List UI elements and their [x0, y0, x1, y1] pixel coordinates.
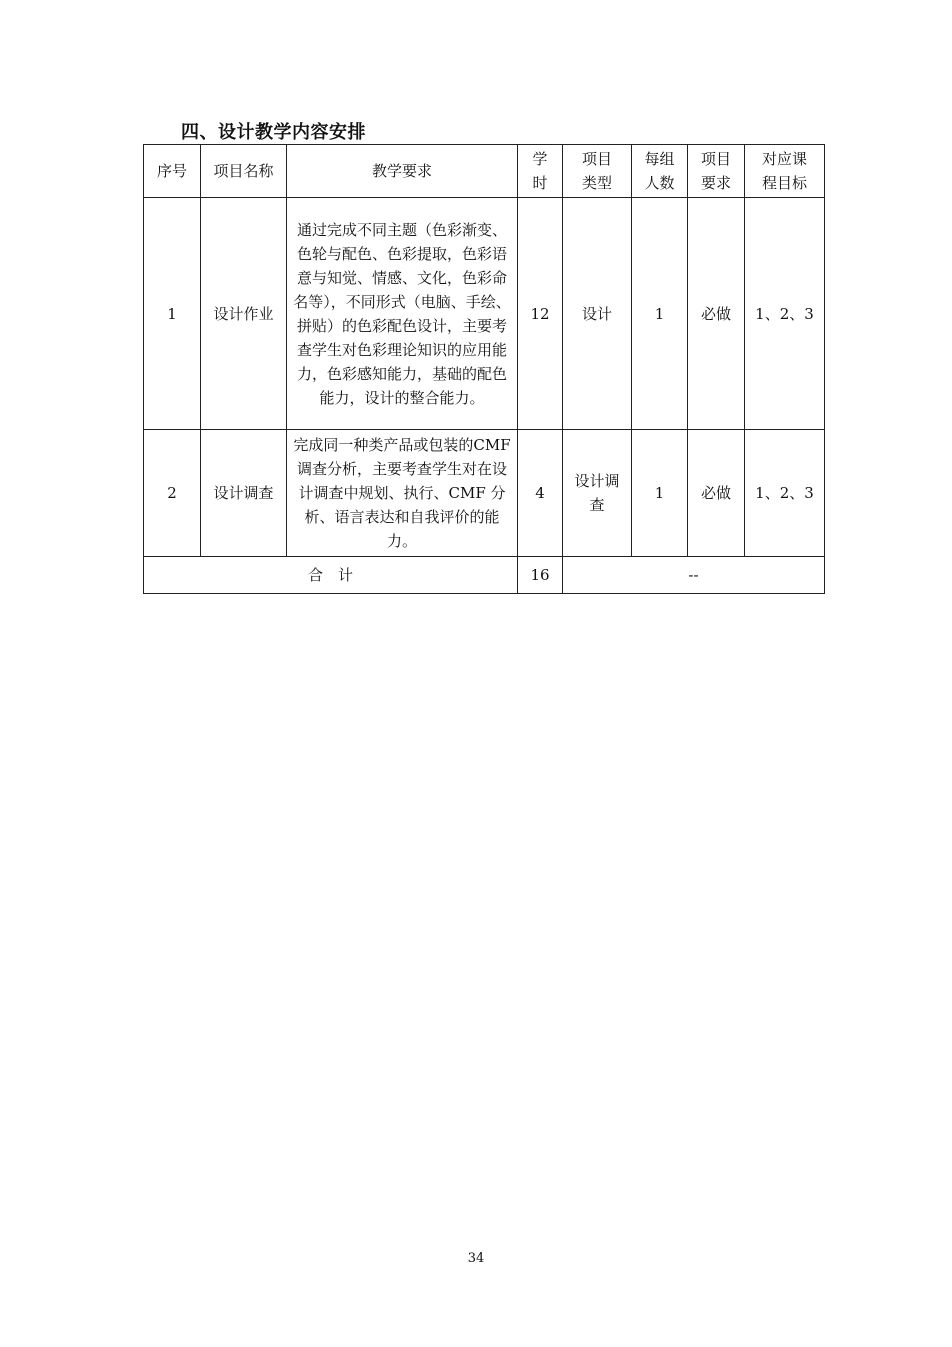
header-type-line2: 类型	[581, 174, 612, 192]
header-type-line1: 项目	[581, 150, 612, 168]
cell-hours: 12	[518, 198, 563, 430]
header-group-line1: 每组	[644, 150, 675, 168]
cell-type: 设计	[563, 198, 632, 430]
cell-mandatory: 必做	[688, 430, 745, 557]
header-goal-line2: 程目标	[761, 174, 807, 192]
header-hours-line1: 学	[532, 150, 548, 168]
cell-seq: 2	[144, 430, 201, 557]
cell-requirement: 通过完成不同主题（色彩渐变、色轮与配色、色彩提取，色彩语意与知觉、情感、文化，色彩命名等），不同形式（电脑、手绘、拼贴）的色彩配色设计，主要考查学生对色彩理论知识的应用能力，色彩感知能力，基础的配色能力，设计的整合能力。	[287, 198, 518, 430]
cell-mandatory: 必做	[688, 198, 745, 430]
table-row	[144, 198, 825, 430]
section-title: 四、设计教学内容安排	[181, 122, 366, 143]
total-hours: 16	[518, 557, 563, 594]
table-row	[144, 430, 825, 557]
header-seq: 序号	[144, 145, 201, 198]
cell-goals: 1、2、3	[745, 198, 825, 430]
header-mandatory	[688, 145, 745, 198]
header-name: 项目名称	[201, 145, 287, 198]
header-hours	[518, 145, 563, 198]
cell-seq: 1	[144, 198, 201, 430]
header-mandatory-line2: 要求	[700, 174, 731, 192]
cell-name: 设计调查	[201, 430, 287, 557]
header-hours-line2: 时	[532, 174, 548, 192]
total-rest: --	[563, 557, 825, 594]
cell-hours: 4	[518, 430, 563, 557]
header-requirement: 教学要求	[287, 145, 518, 198]
cell-goals: 1、2、3	[745, 430, 825, 557]
header-goal-line1: 对应课	[761, 150, 807, 168]
header-row	[144, 145, 825, 198]
cell-group: 1	[632, 430, 688, 557]
header-type	[563, 145, 632, 198]
total-row	[144, 557, 825, 594]
teaching-content-table	[143, 144, 825, 594]
header-goal	[745, 145, 825, 198]
page-number: 34	[467, 1251, 485, 1266]
total-label: 合 计	[144, 557, 518, 594]
header-group-line2: 人数	[644, 174, 675, 192]
cell-type: 设计调查	[563, 430, 632, 557]
cell-name: 设计作业	[201, 198, 287, 430]
header-group	[632, 145, 688, 198]
header-mandatory-line1: 项目	[700, 150, 731, 168]
cell-requirement: 完成同一种类产品或包装的CMF 调查分析，主要考查学生对在设计调查中规划、执行、CMF 分析、语言表达和自我评价的能力。	[287, 430, 518, 557]
cell-group: 1	[632, 198, 688, 430]
